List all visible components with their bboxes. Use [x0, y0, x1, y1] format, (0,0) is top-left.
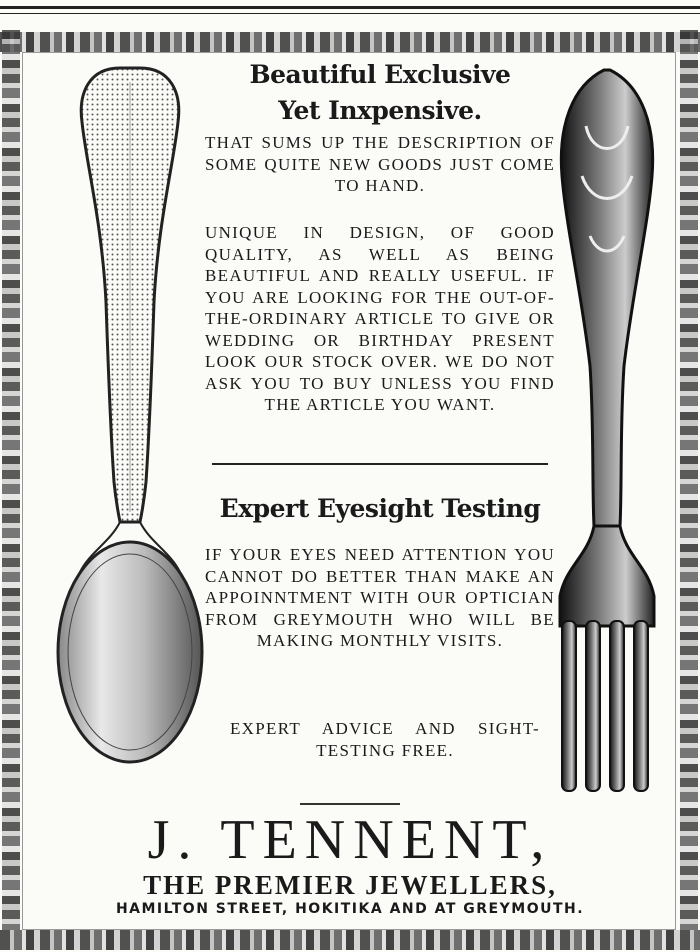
- headline-line1: Beautiful Exclusive: [249, 60, 511, 89]
- subhead: Expert Eyesight Testing: [219, 494, 541, 523]
- intro-text: THAT SUMS UP THE DESCRIPTION OF SOME QUITE NEW GOODS JUST COME TO HAND.: [205, 133, 555, 195]
- eyes-text: IF YOUR EYES NEED ATTENTION YOU CANNOT DO BETTER THAN MAKE AN APPOINNTMENT WITH OUR OPTICIAN FROM GREYMOUTH WHO WILL BE MAKING MONTHLY VISITS.: [205, 545, 555, 650]
- address: HAMILTON STREET, HOKITIKA AND AT GREYMOUTH.: [115, 901, 585, 917]
- name-rule: [300, 803, 400, 805]
- top-rule-thin: [0, 13, 700, 14]
- left-border: [2, 30, 20, 930]
- tagline: THE PREMIER JEWELLERS,: [143, 870, 557, 900]
- top-border: [0, 32, 700, 52]
- headline-line2: Yet Inxpensive.: [278, 96, 482, 125]
- bottom-border: [0, 930, 700, 950]
- business-name: J. TENNENT,: [147, 809, 553, 871]
- fork-icon: [552, 66, 662, 796]
- body-text: UNIQUE IN DESIGN, OF GOOD QUALITY, AS WELL AS BEING BEAUTIFUL AND REALLY USEFUL. IF YOU ARE LOOKING FOR THE OUT-OF-THE-ORDINARY ARTICLE TO GIVE OR WEDDING OR BIRTHDAY PRESENT LOOK OUR STOCK OVER. WE DO NOT ASK YOU TO BUY UNLESS YOU FIND THE ARTICLE YOU WANT.: [205, 223, 555, 414]
- spoon-icon: [50, 62, 210, 767]
- advice-text: EXPERT ADVICE AND SIGHT-TESTING FREE.: [230, 719, 540, 760]
- top-rule: [0, 6, 700, 9]
- right-border: [680, 30, 698, 930]
- section-divider: [212, 463, 548, 465]
